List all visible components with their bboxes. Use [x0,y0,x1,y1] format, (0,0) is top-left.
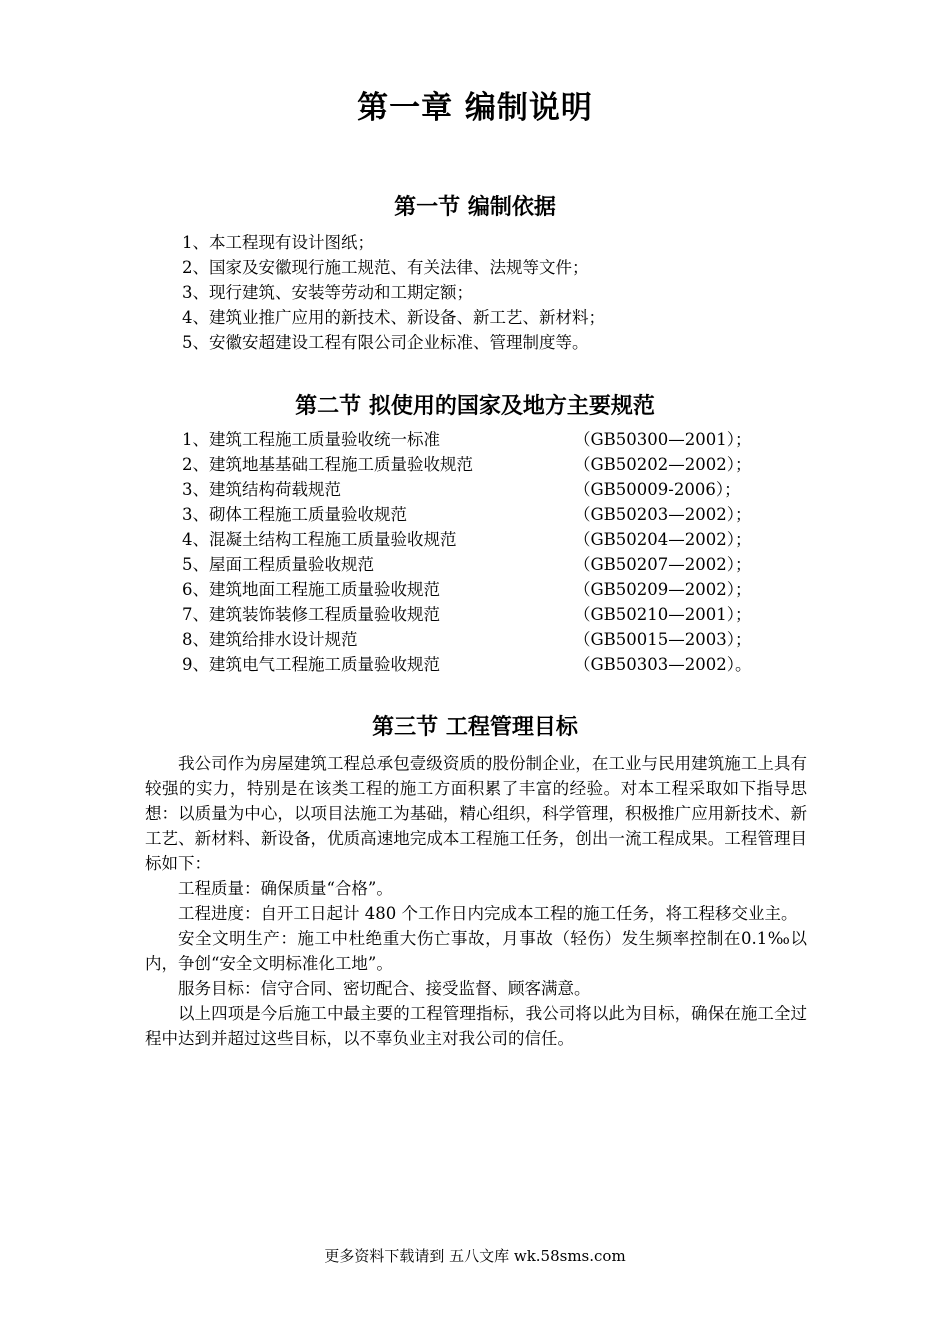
norm-item [182,552,752,577]
management-goals-body [145,751,807,1051]
norm-code: （GB50009-2006）； [574,480,741,499]
norm-item [182,627,752,652]
basis-item: 5、安徽安超建设工程有限公司企业标准、管理制度等。 [182,333,589,352]
basis-item: 2、国家及安徽现行施工规范、有关法律、法规等文件； [182,258,589,277]
section1-title: 第一节 编制依据 [394,195,556,220]
norm-item [182,452,752,477]
norm-item [182,652,752,677]
norm-item [182,502,752,527]
norm-code: （GB50207—2002）； [574,555,752,574]
norm-code: （GB50202—2002）； [574,455,752,474]
closing-paragraph: 以上四项是今后施工中最主要的工程管理指标，我公司将以此为目标，确保在施工全过程中达到并超过这些目标，以不辜负业主对我公司的信任。 [145,1004,807,1048]
norm-name: 8、建筑给排水设计规范 [182,630,358,649]
norm-code: （GB50015—2003）； [574,630,752,649]
norm-name: 3、砌体工程施工质量验收规范 [182,505,407,524]
norm-name: 7、建筑装饰装修工程质量验收规范 [182,605,440,624]
norm-code: （GB50300—2001）； [574,430,752,449]
quality-goal: 工程质量：确保质量“合格”。 [178,879,393,898]
norm-code: （GB50203—2002）； [574,505,752,524]
norm-item [182,477,752,502]
section2-title: 第二节 拟使用的国家及地方主要规范 [295,394,655,419]
norm-name: 3、建筑结构荷载规范 [182,480,341,499]
norm-code: （GB50210—2001）； [574,605,752,624]
norm-name: 2、建筑地基基础工程施工质量验收规范 [182,455,473,474]
basis-item: 3、现行建筑、安装等劳动和工期定额； [182,283,473,302]
norm-name: 9、建筑电气工程施工质量验收规范 [182,655,440,674]
norm-name: 5、屋面工程质量验收规范 [182,555,374,574]
norm-name: 4、混凝土结构工程施工质量验收规范 [182,530,457,549]
schedule-goal: 工程进度：自开工日起计 480 个工作日内完成本工程的施工任务，将工程移交业主。 [178,904,798,923]
footer-link[interactable]: 更多资料下载请到 五八文库 wk.58sms.com [324,1247,626,1265]
service-goal: 服务目标：信守合同、密切配合、接受监督、顾客满意。 [178,979,591,998]
norm-item [182,602,752,627]
section3-title: 第三节 工程管理目标 [372,715,578,740]
norm-code: （GB50204—2002）； [574,530,752,549]
norm-code: （GB50209—2002）； [574,580,752,599]
norms-list [182,427,752,677]
chapter-title: 第一章 编制说明 [357,90,593,126]
basis-item: 1、本工程现有设计图纸； [182,233,374,252]
norm-item [182,527,752,552]
norm-item [182,577,752,602]
basis-item: 4、建筑业推广应用的新技术、新设备、新工艺、新材料； [182,308,605,327]
norm-name: 6、建筑地面工程施工质量验收规范 [182,580,440,599]
norm-name: 1、建筑工程施工质量验收统一标准 [182,430,440,449]
intro-paragraph: 我公司作为房屋建筑工程总承包壹级资质的股份制企业，在工业与民用建筑施工上具有较强的实力，特别是在该类工程的施工方面积累了丰富的经验。对本工程采取如下指导思想：以质量为中心，以项目法施工为基础，精心组织，科学管理，积极推广应用新技术、新工艺、新材料、新设备，优质高速地完成本工程施工任务，创出一流工程成果。工程管理目标如下： [145,754,807,873]
basis-list [182,230,605,355]
safety-goal: 安全文明生产：施工中杜绝重大伤亡事故，月事故（轻伤）发生频率控制在0.1‰以内，争创“安全文明标准化工地”。 [145,929,807,973]
norm-code: （GB50303—2002）。 [574,655,752,674]
norm-item [182,427,752,452]
